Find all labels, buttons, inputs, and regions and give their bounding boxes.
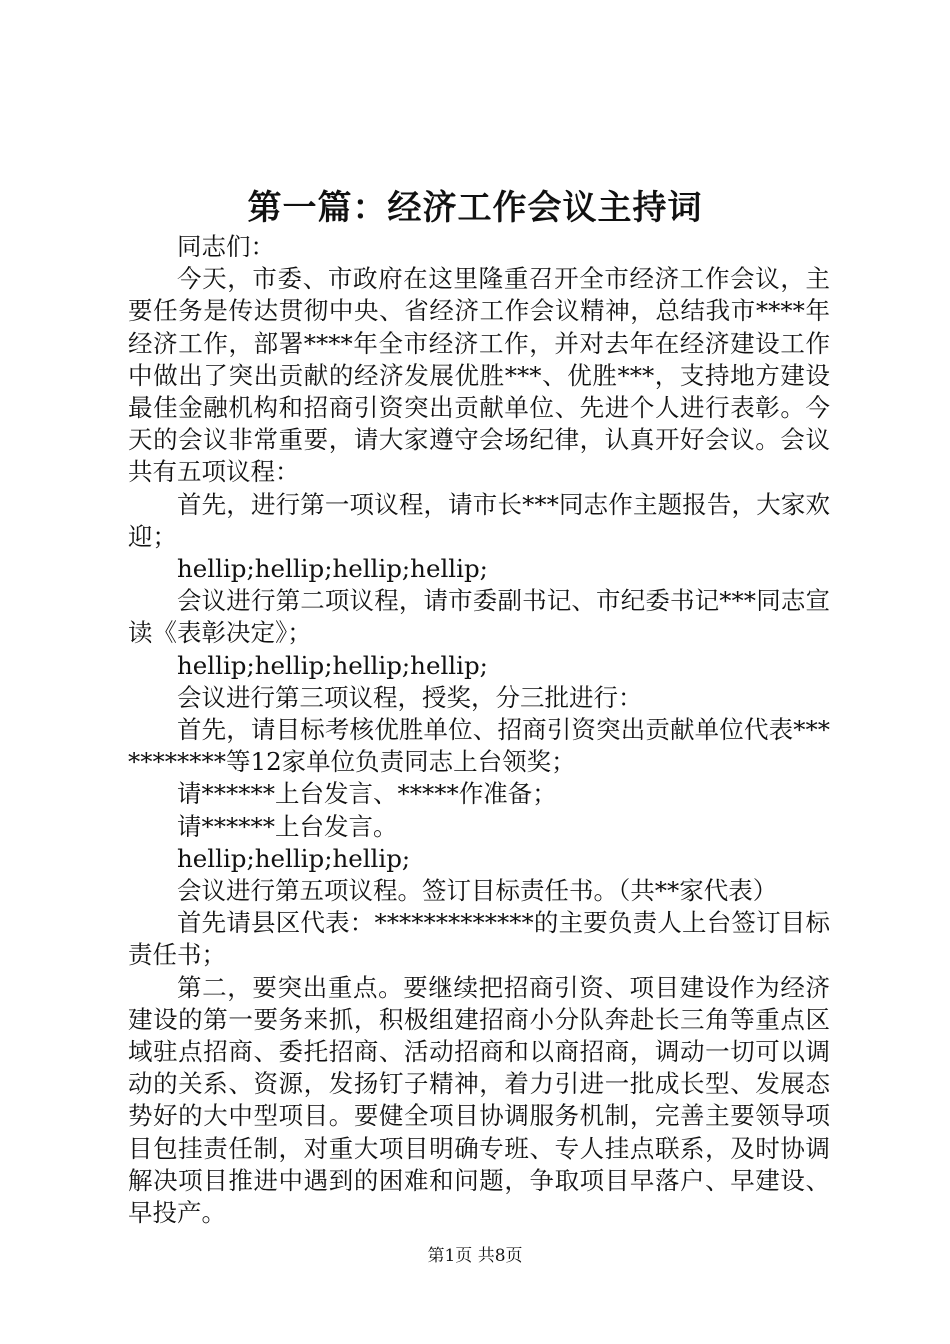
document-title: 第一篇：经济工作会议主持词 bbox=[247, 188, 703, 228]
paragraph: 请******上台发言、*****作准备； bbox=[177, 779, 557, 809]
paragraph: hellip;hellip;hellip;hellip; bbox=[177, 650, 488, 680]
document-body bbox=[128, 231, 830, 1229]
paragraph: 首先，进行第一项议程，请市长***同志作主题报告，大家欢迎； bbox=[128, 489, 830, 551]
paragraph: 会议进行第三项议程，授奖，分三批进行： bbox=[177, 682, 643, 712]
paragraph: 第二，要突出重点。要继续把招商引资、项目建设作为经济建设的第一要务来抓，积极组建招商小分队奔赴长三角等重点区域驻点招商、委托招商、活动招商和以商招商，调动一切可以调动的关系、资源，发扬钉子精神，着力引进一批成长型、发展态势好的大中型项目。要健全项目协调服务机制，完善主要领导项目包挂责任制，对重大项目明确专班、专人挂点联系，及时协调解决项目推进中遇到的困难和问题，争取项目早落户、早建设、早投产。 bbox=[128, 972, 830, 1228]
page-footer: 第1页 共8页 bbox=[427, 1246, 523, 1266]
paragraph: 会议进行第二项议程，请市委副书记、市纪委书记***同志宣读《表彰决定》； bbox=[128, 586, 830, 648]
paragraph: 同志们： bbox=[177, 232, 275, 261]
paragraph: 今天，市委、市政府在这里隆重召开全市经济工作会议，主要任务是传达贯彻中央、省经济工作会议精神，总结我市****年经济工作，部署****年全市经济工作，并对去年在经济建设工作中做出了突出贡献的经济发展优胜***、优胜***，支持地方建设最佳金融机构和招商引资突出贡献单位、先进个人进行表彰。今天的会议非常重要，请大家遵守会场纪律，认真开好会议。会议共有五项议程： bbox=[128, 264, 830, 487]
paragraph: 首先，请目标考核优胜单位、招商引资突出贡献单位代表***********等12家单位负责同志上台领奖； bbox=[128, 715, 830, 777]
paragraph: 首先请县区代表：*************的主要负责人上台签订目标责任书； bbox=[128, 908, 830, 970]
paragraph: 请******上台发言。 bbox=[177, 811, 398, 841]
paragraph: hellip;hellip;hellip;hellip; bbox=[177, 554, 488, 584]
paragraph: hellip;hellip;hellip; bbox=[177, 843, 411, 873]
paragraph: 会议进行第五项议程。签订目标责任书。（共**家代表） bbox=[177, 876, 778, 906]
